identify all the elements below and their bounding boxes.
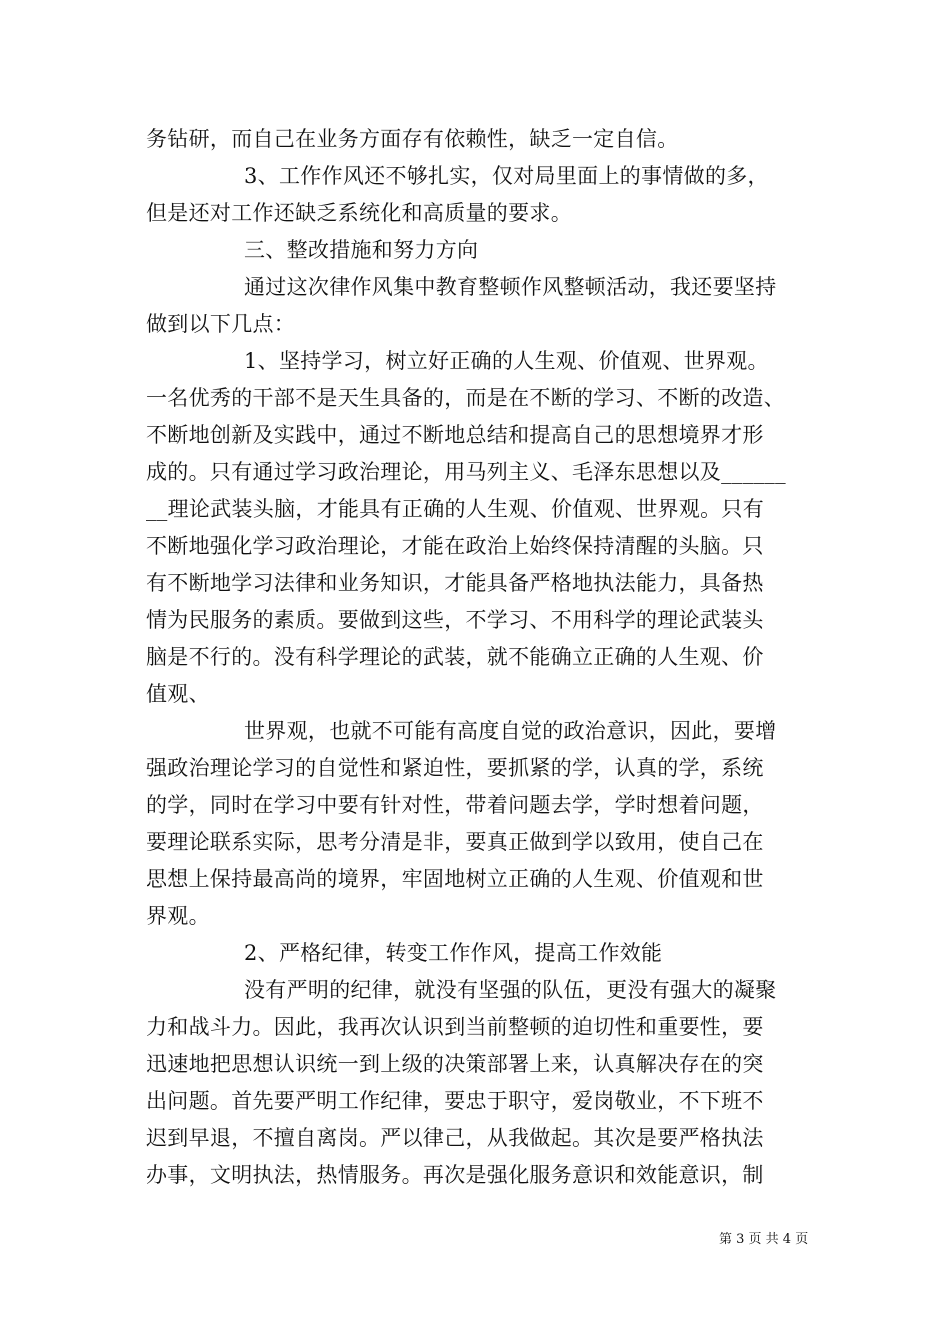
body-line: 思想上保持最高尚的境界，牢固地树立正确的人生观、价值观和世 xyxy=(146,867,764,891)
body-line: 成的。只有通过学习政治理论，用马列主义、毛泽东思想以及______ xyxy=(146,460,786,484)
body-line: 3、工作作风还不够扎实，仅对局里面上的事情做的多， xyxy=(244,164,769,188)
body-line: 脑是不行的。没有科学理论的武装，就不能确立正确的人生观、价 xyxy=(146,645,764,669)
body-line: 世界观，也就不可能有高度自觉的政治意识，因此，要增 xyxy=(244,719,777,743)
body-line: 迅速地把思想认识统一到上级的决策部署上来，认真解决存在的突 xyxy=(146,1052,764,1076)
body-line: 做到以下几点： xyxy=(146,312,296,336)
body-line: 的学，同时在学习中要有针对性，带着问题去学，学时想着问题， xyxy=(146,793,764,817)
body-line: 情为民服务的素质。要做到这些，不学习、不用科学的理论武装头 xyxy=(146,608,764,632)
body-line: 值观、 xyxy=(146,682,210,706)
body-line: 力和战斗力。因此，我再次认识到当前整顿的迫切性和重要性，要 xyxy=(146,1015,764,1039)
body-line: 不断地强化学习政治理论，才能在政治上始终保持清醒的头脑。只 xyxy=(146,534,764,558)
body-line: 一名优秀的干部不是天生具备的，而是在不断的学习、不断的改造、 xyxy=(146,386,785,410)
body-line: 要理论联系实际，思考分清是非，要真正做到学以致用，使自己在 xyxy=(146,830,764,854)
page-number: 第 3 页 共 4 页 xyxy=(719,1232,809,1247)
body-line: 强政治理论学习的自觉性和紧迫性，要抓紧的学，认真的学，系统 xyxy=(146,756,764,780)
body-line: 办事，文明执法，热情服务。再次是强化服务意识和效能意识，制 xyxy=(146,1163,764,1187)
subsection-heading: 2、严格纪律，转变工作作风，提高工作效能 xyxy=(244,941,663,965)
body-line: 出问题。首先要严明工作纪律，要忠于职守，爱岗敬业，不下班不 xyxy=(146,1089,764,1113)
body-line: 迟到早退，不擅自离岗。严以律己，从我做起。其次是要严格执法 xyxy=(146,1126,764,1150)
body-line: 有不断地学习法律和业务知识，才能具备严格地执法能力，具备热 xyxy=(146,571,764,595)
body-line: __理论武装头脑，才能具有正确的人生观、价值观、世界观。只有 xyxy=(146,497,764,521)
body-line: 没有严明的纪律，就没有坚强的队伍，更没有强大的凝聚 xyxy=(244,978,777,1002)
body-line: 不断地创新及实践中，通过不断地总结和提高自己的思想境界才形 xyxy=(146,423,764,447)
body-line: 界观。 xyxy=(146,904,210,928)
section-heading: 三、整改措施和努力方向 xyxy=(244,238,479,262)
subsection-heading: 1、坚持学习，树立好正确的人生观、价值观、世界观。 xyxy=(244,349,769,373)
body-line: 但是还对工作还缺乏系统化和高质量的要求。 xyxy=(146,201,572,225)
body-line: 通过这次律作风集中教育整顿作风整顿活动，我还要坚持 xyxy=(244,275,777,299)
body-line: 务钻研，而自己在业务方面存有依赖性，缺乏一定自信。 xyxy=(146,127,679,151)
